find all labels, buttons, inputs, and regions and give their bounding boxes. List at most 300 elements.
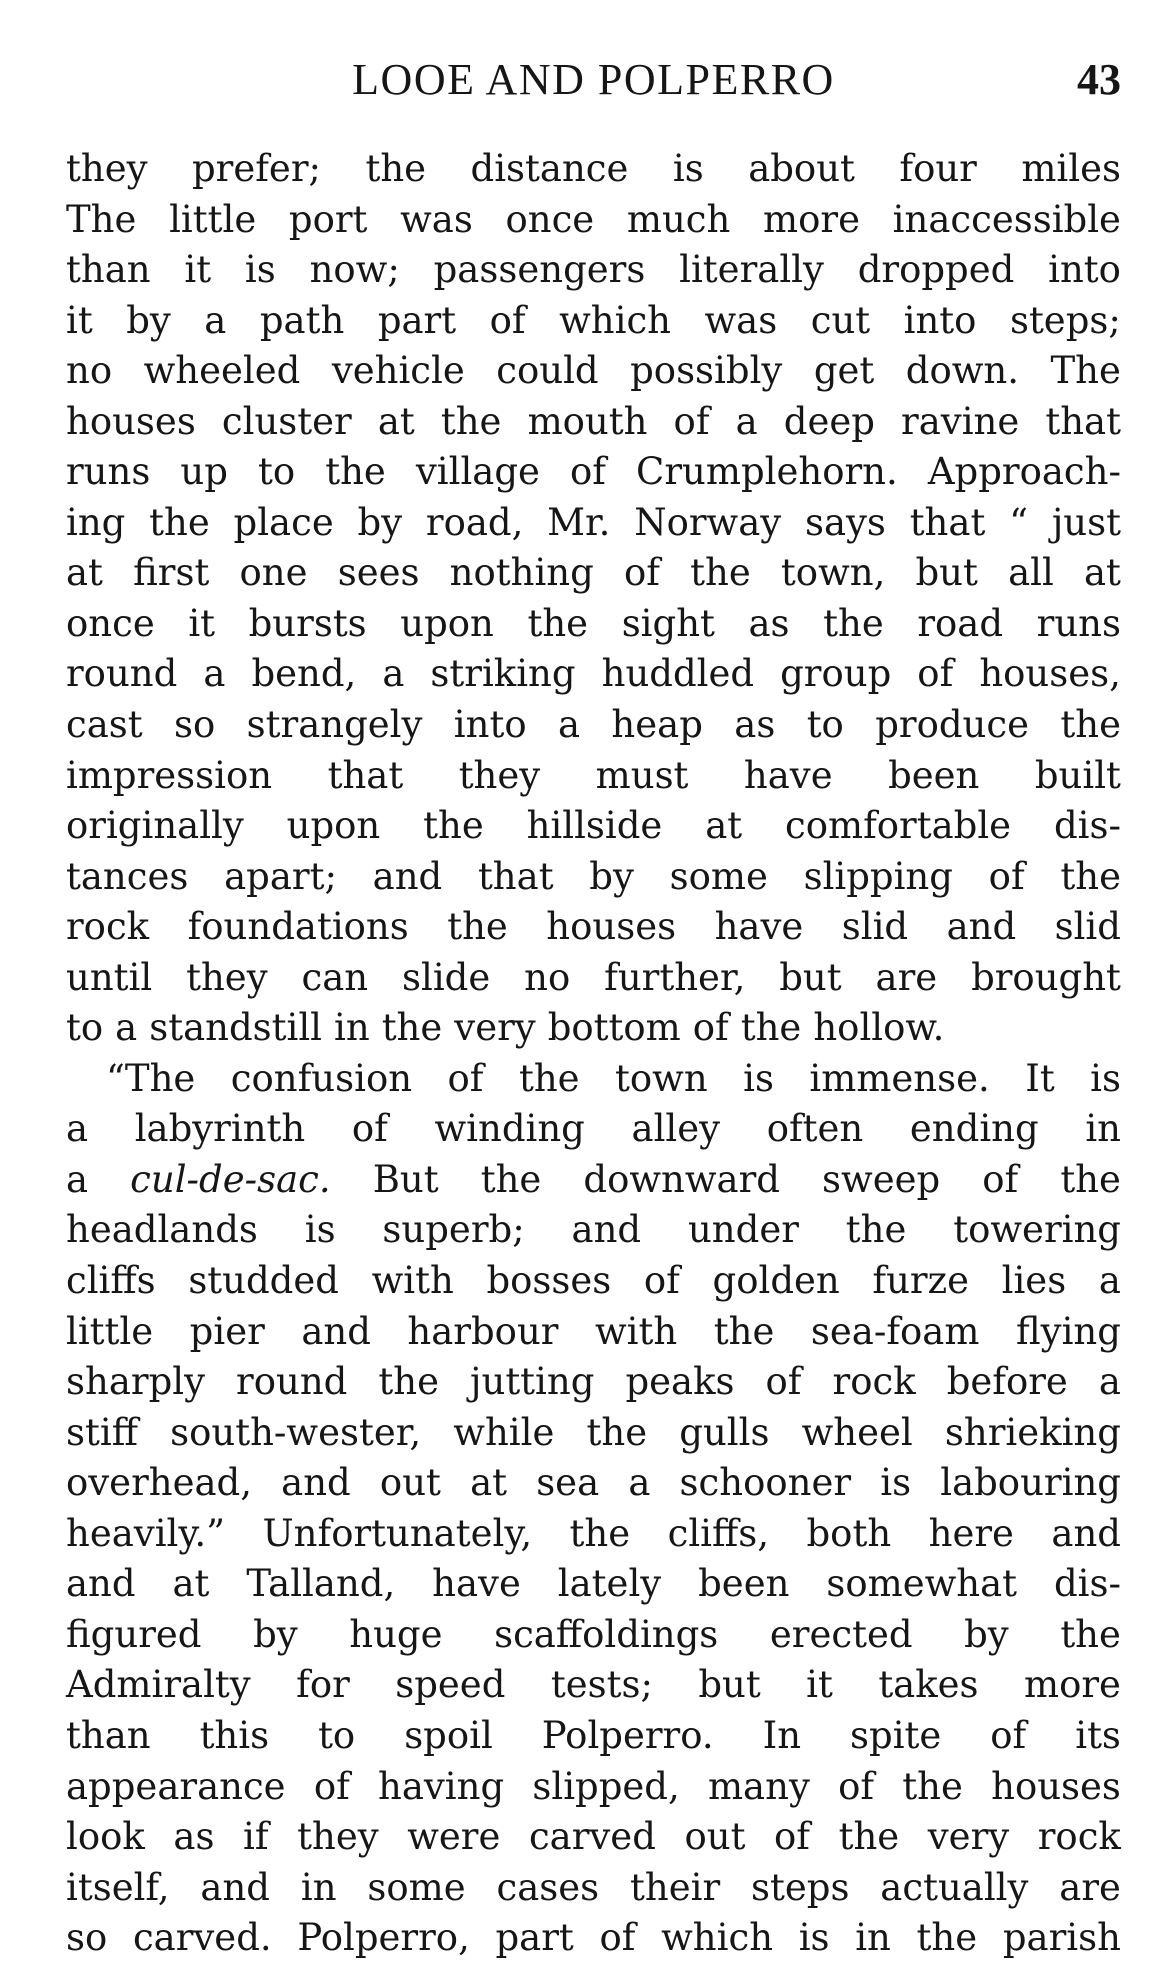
text-line — [66, 1205, 1121, 1256]
text-line — [66, 1711, 1121, 1762]
word: Polperro. — [541, 1713, 714, 1757]
word: to — [257, 450, 296, 494]
word: the — [823, 601, 884, 645]
word: and — [281, 1461, 351, 1505]
word: heap — [611, 703, 703, 747]
word: both — [806, 1511, 892, 1555]
word: the — [447, 905, 508, 949]
word: lately — [557, 1562, 662, 1606]
word: and — [200, 1865, 270, 1909]
word: under — [687, 1208, 799, 1252]
word: and — [571, 1208, 642, 1252]
word: into — [903, 298, 977, 342]
word: path — [259, 298, 345, 342]
word: but — [779, 955, 842, 999]
word: houses — [991, 1764, 1121, 1808]
word: by — [589, 854, 634, 898]
word: actually — [880, 1865, 1029, 1909]
word: golden — [712, 1259, 840, 1303]
word: labouring — [940, 1461, 1121, 1505]
word: alley — [631, 1107, 721, 1151]
word: little — [169, 197, 257, 241]
word: winding — [434, 1107, 585, 1151]
word: of — [774, 1815, 811, 1859]
word: is — [244, 248, 276, 292]
word: ravine — [901, 399, 1020, 443]
word: here — [928, 1511, 1014, 1555]
word: were — [407, 1815, 501, 1859]
word: by — [126, 298, 171, 342]
word: mouth — [527, 399, 648, 443]
word: of — [838, 1764, 875, 1808]
word: schooner — [679, 1461, 852, 1505]
word: very — [927, 1815, 1010, 1859]
word: of — [351, 1107, 388, 1151]
word: all — [1008, 551, 1054, 595]
word: out — [684, 1815, 746, 1859]
word: steps; — [1009, 298, 1121, 342]
word: the — [586, 1410, 648, 1454]
word: in — [334, 1006, 370, 1050]
word: of — [489, 298, 526, 342]
word: now; — [309, 248, 400, 292]
word: town — [615, 1056, 708, 1100]
word: slipping — [803, 854, 953, 898]
word: group — [780, 652, 892, 696]
word: slide — [402, 955, 491, 999]
word: The — [1050, 349, 1121, 393]
word: get — [813, 349, 875, 393]
word: the — [325, 450, 386, 494]
word: by — [253, 1612, 298, 1656]
word: miles — [1021, 147, 1121, 190]
word: one — [239, 551, 308, 595]
word: runs — [66, 450, 151, 494]
word: speed — [395, 1663, 506, 1707]
word: inaccessible — [892, 197, 1121, 241]
word: In — [762, 1713, 802, 1757]
word: a — [557, 703, 581, 747]
word: and — [301, 1309, 371, 1353]
text-line — [66, 245, 1121, 296]
word: somewhat — [826, 1562, 1018, 1606]
word: was — [704, 298, 778, 342]
word: Polperro, — [297, 1916, 470, 1960]
word: just — [1051, 500, 1121, 544]
running-title: LOOE AND POLPERRO — [352, 55, 835, 104]
word: at — [705, 804, 743, 848]
word: as — [748, 601, 790, 645]
word: rock — [66, 905, 150, 949]
word: vehicle — [331, 349, 465, 393]
word: their — [630, 1865, 721, 1909]
word: the — [845, 1208, 907, 1252]
word: sea-foam — [810, 1309, 980, 1353]
word: erected — [769, 1612, 913, 1656]
text-line — [66, 1812, 1121, 1863]
word: is — [798, 1916, 830, 1960]
word: scaffoldings — [494, 1612, 719, 1656]
word: first — [133, 551, 210, 595]
word: the — [378, 1360, 439, 1404]
word: standstill — [149, 1006, 323, 1050]
word: itself, — [66, 1865, 170, 1909]
word: slid — [1054, 905, 1121, 949]
text-line — [66, 1559, 1121, 1610]
word: bosses — [486, 1259, 612, 1303]
word: at — [470, 1461, 508, 1505]
word: of — [313, 1764, 350, 1808]
word: they — [66, 147, 148, 190]
word: originally — [66, 804, 244, 848]
word: no — [524, 955, 571, 999]
word: heavily.” — [66, 1511, 226, 1555]
word: the — [440, 399, 502, 443]
word: takes — [878, 1663, 979, 1707]
word: “ — [1009, 500, 1029, 544]
word: flying — [1015, 1309, 1121, 1353]
word: deep — [783, 399, 875, 443]
word: by — [964, 1612, 1009, 1656]
word: sight — [621, 601, 715, 645]
word: to — [318, 1713, 356, 1757]
word: impression — [66, 753, 273, 797]
word: with — [371, 1259, 454, 1303]
word: spite — [850, 1713, 942, 1757]
word: to — [806, 703, 844, 747]
word: the — [423, 804, 484, 848]
word: must — [595, 753, 689, 797]
word: they — [458, 753, 541, 797]
word: superb; — [382, 1208, 525, 1252]
word: into — [453, 703, 527, 747]
word: are — [1059, 1865, 1121, 1909]
word: the — [838, 1815, 900, 1859]
word: downward — [583, 1157, 780, 1201]
word: Crumplehorn. — [636, 450, 898, 494]
text-line — [66, 1003, 1121, 1054]
word: says — [804, 500, 886, 544]
word: gulls — [679, 1410, 770, 1454]
word: literally — [679, 248, 824, 292]
word: bottom — [547, 1006, 681, 1050]
word: of — [599, 1916, 636, 1960]
word: the — [690, 551, 751, 595]
word: is — [1090, 1056, 1121, 1100]
word: cliffs — [66, 1259, 156, 1303]
word: at — [66, 551, 103, 595]
text-line — [66, 1256, 1121, 1307]
word: the — [916, 1916, 978, 1960]
word: road — [917, 601, 1004, 645]
text-line — [66, 397, 1121, 448]
word: the — [149, 500, 210, 544]
word: could — [496, 349, 599, 393]
word: parish — [1002, 1916, 1121, 1960]
word: bursts — [248, 601, 367, 645]
word: of — [643, 1259, 680, 1303]
word: look — [66, 1815, 145, 1859]
word: to — [66, 1006, 104, 1050]
word: sees — [337, 551, 420, 595]
text-line — [66, 1054, 1121, 1105]
word: have — [714, 905, 804, 949]
word: harbour — [407, 1309, 559, 1353]
word: the — [902, 1764, 963, 1808]
word: steps — [751, 1865, 850, 1909]
word: the — [381, 1006, 443, 1050]
text-line — [66, 902, 1121, 953]
word: the — [480, 1157, 542, 1201]
word: out — [379, 1461, 441, 1505]
word: at — [172, 1562, 210, 1606]
word: more — [1023, 1663, 1121, 1707]
word: cliffs, — [667, 1511, 770, 1555]
word: huddled — [601, 652, 755, 696]
word: pier — [189, 1309, 265, 1353]
word: they — [186, 955, 268, 999]
text-line — [66, 1660, 1121, 1711]
word: slid — [841, 905, 909, 949]
text-line — [66, 1357, 1121, 1408]
word: by — [357, 500, 403, 544]
word: houses — [66, 399, 196, 443]
text-line — [66, 498, 1121, 549]
word: of — [623, 551, 660, 595]
word: south-wester, — [170, 1410, 422, 1454]
word: cast — [66, 703, 143, 747]
word: about — [748, 147, 855, 190]
word: cluster — [221, 399, 352, 443]
word: but — [915, 551, 978, 595]
word: in — [300, 1865, 337, 1909]
word: labyrinth — [134, 1107, 306, 1151]
text-line — [66, 1408, 1121, 1459]
word: houses — [546, 905, 677, 949]
word: and — [1051, 1511, 1121, 1555]
word: in — [855, 1916, 891, 1960]
word: figured — [66, 1612, 202, 1656]
word: and — [372, 854, 443, 898]
word: but — [698, 1663, 761, 1707]
word: jutting — [470, 1360, 595, 1404]
word: have — [743, 753, 833, 797]
word: some — [367, 1865, 466, 1909]
word: But — [372, 1157, 439, 1201]
word: a — [203, 652, 226, 696]
word: is — [672, 147, 704, 190]
word: peaks — [625, 1360, 735, 1404]
word: ending — [909, 1107, 1039, 1151]
word: further, — [604, 955, 746, 999]
word: Norway — [634, 500, 782, 544]
word: comfortable — [784, 804, 1012, 848]
word: rock — [1037, 1815, 1121, 1859]
word: ing — [66, 500, 126, 544]
word: a — [66, 1107, 89, 1151]
word: a — [1098, 1259, 1121, 1303]
text-line — [66, 1863, 1121, 1914]
word: tances — [66, 854, 189, 898]
word: carved. — [132, 1916, 272, 1960]
text-line — [66, 649, 1121, 700]
word: hollow. — [813, 1006, 945, 1050]
text-line — [66, 1104, 1121, 1155]
word: town, — [780, 551, 886, 595]
word: at — [377, 399, 415, 443]
word: slipped, — [532, 1764, 680, 1808]
word: of — [692, 1006, 729, 1050]
word: sea — [536, 1461, 600, 1505]
word: very — [454, 1006, 536, 1050]
word: of — [982, 1157, 1019, 1201]
word: that — [477, 854, 554, 898]
text-line — [66, 1458, 1121, 1509]
word: and — [66, 1562, 136, 1606]
word: lies — [1001, 1259, 1067, 1303]
word: it — [806, 1663, 833, 1707]
word: the — [1060, 854, 1121, 898]
word: until — [66, 955, 153, 999]
word: runs — [1036, 601, 1121, 645]
word: wheeled — [143, 349, 301, 393]
word: many — [707, 1764, 810, 1808]
word: been — [888, 753, 980, 797]
word: The — [66, 197, 137, 241]
word: appearance — [66, 1764, 286, 1808]
word: part — [377, 298, 457, 342]
word: of — [569, 450, 606, 494]
word: so — [66, 1916, 108, 1960]
word: have — [432, 1562, 521, 1606]
text-line — [66, 953, 1121, 1004]
word: Unfortunately, — [262, 1511, 533, 1555]
word: dropped — [857, 248, 1015, 292]
word: a — [628, 1461, 651, 1505]
word: a — [66, 1157, 89, 1201]
word: possibly — [630, 349, 783, 393]
word: village — [415, 450, 540, 494]
word: as — [734, 703, 776, 747]
word: stiff — [66, 1410, 138, 1454]
text-line — [66, 144, 1121, 195]
word: sharply — [66, 1360, 205, 1404]
word: that — [327, 753, 404, 797]
text-line — [66, 296, 1121, 347]
word: round — [236, 1360, 348, 1404]
word: cut — [810, 298, 871, 342]
word: wheel — [801, 1410, 913, 1454]
word: a — [382, 652, 405, 696]
word: before — [946, 1360, 1068, 1404]
word: the — [527, 601, 589, 645]
word: the — [740, 1006, 802, 1050]
word: “The — [106, 1056, 196, 1100]
word: overhead, — [66, 1461, 252, 1505]
word: nothing — [449, 551, 594, 595]
word: it — [188, 601, 216, 645]
word: if — [243, 1815, 269, 1859]
word: are — [875, 955, 938, 999]
word: Admiralty — [66, 1663, 251, 1707]
word: a — [1098, 1360, 1121, 1404]
word: in — [1085, 1107, 1121, 1151]
word: tests; — [550, 1663, 653, 1707]
word: once — [66, 601, 155, 645]
word: of — [917, 652, 954, 696]
word: the — [1060, 1612, 1121, 1656]
word: the — [569, 1511, 631, 1555]
word: of — [447, 1056, 484, 1100]
word: passengers — [433, 248, 646, 292]
word: while — [453, 1410, 555, 1454]
word: Mr. — [547, 500, 611, 544]
word: prefer; — [191, 147, 321, 190]
text-line — [66, 1610, 1121, 1661]
word: is — [304, 1208, 336, 1252]
text-line — [66, 599, 1121, 650]
word: shrieking — [944, 1410, 1121, 1454]
word: that — [909, 500, 986, 544]
text-line — [66, 801, 1121, 852]
word: this — [199, 1713, 270, 1757]
word: studded — [188, 1259, 339, 1303]
word: of — [673, 399, 710, 443]
word: part — [495, 1916, 574, 1960]
text-line — [66, 548, 1121, 599]
word: dis- — [1053, 804, 1121, 848]
word: is — [880, 1461, 912, 1505]
text-line — [66, 1307, 1121, 1358]
word: for — [296, 1663, 350, 1707]
word: distance — [470, 147, 629, 190]
word: the — [518, 1056, 580, 1100]
word: than — [66, 1713, 151, 1757]
word: once — [505, 197, 595, 241]
word: the — [713, 1309, 775, 1353]
word: can — [301, 955, 369, 999]
text-line — [66, 700, 1121, 751]
word: hillside — [526, 804, 663, 848]
word: strangely — [246, 703, 423, 747]
word: it — [66, 298, 93, 342]
word: some — [669, 854, 768, 898]
word: that — [1045, 399, 1121, 443]
page-number: 43 — [1077, 55, 1121, 104]
word: of — [990, 1713, 1027, 1757]
word: furze — [872, 1259, 969, 1303]
word: dis- — [1053, 1562, 1121, 1606]
word: it — [184, 248, 212, 292]
word: with — [595, 1309, 678, 1353]
word: upon — [400, 601, 494, 645]
word: carved — [528, 1815, 656, 1859]
word: the — [1060, 703, 1121, 747]
word: four — [899, 147, 977, 190]
word: huge — [349, 1612, 443, 1656]
word: at — [1083, 551, 1121, 595]
word: they — [297, 1815, 379, 1859]
word: no — [66, 349, 113, 393]
word: houses, — [979, 652, 1121, 696]
word: foundations — [187, 905, 409, 949]
word: round — [66, 652, 178, 696]
word: immense. — [809, 1056, 990, 1100]
word: often — [766, 1107, 864, 1151]
word: a — [115, 1006, 138, 1050]
word: so — [174, 703, 216, 747]
word: place — [233, 500, 334, 544]
